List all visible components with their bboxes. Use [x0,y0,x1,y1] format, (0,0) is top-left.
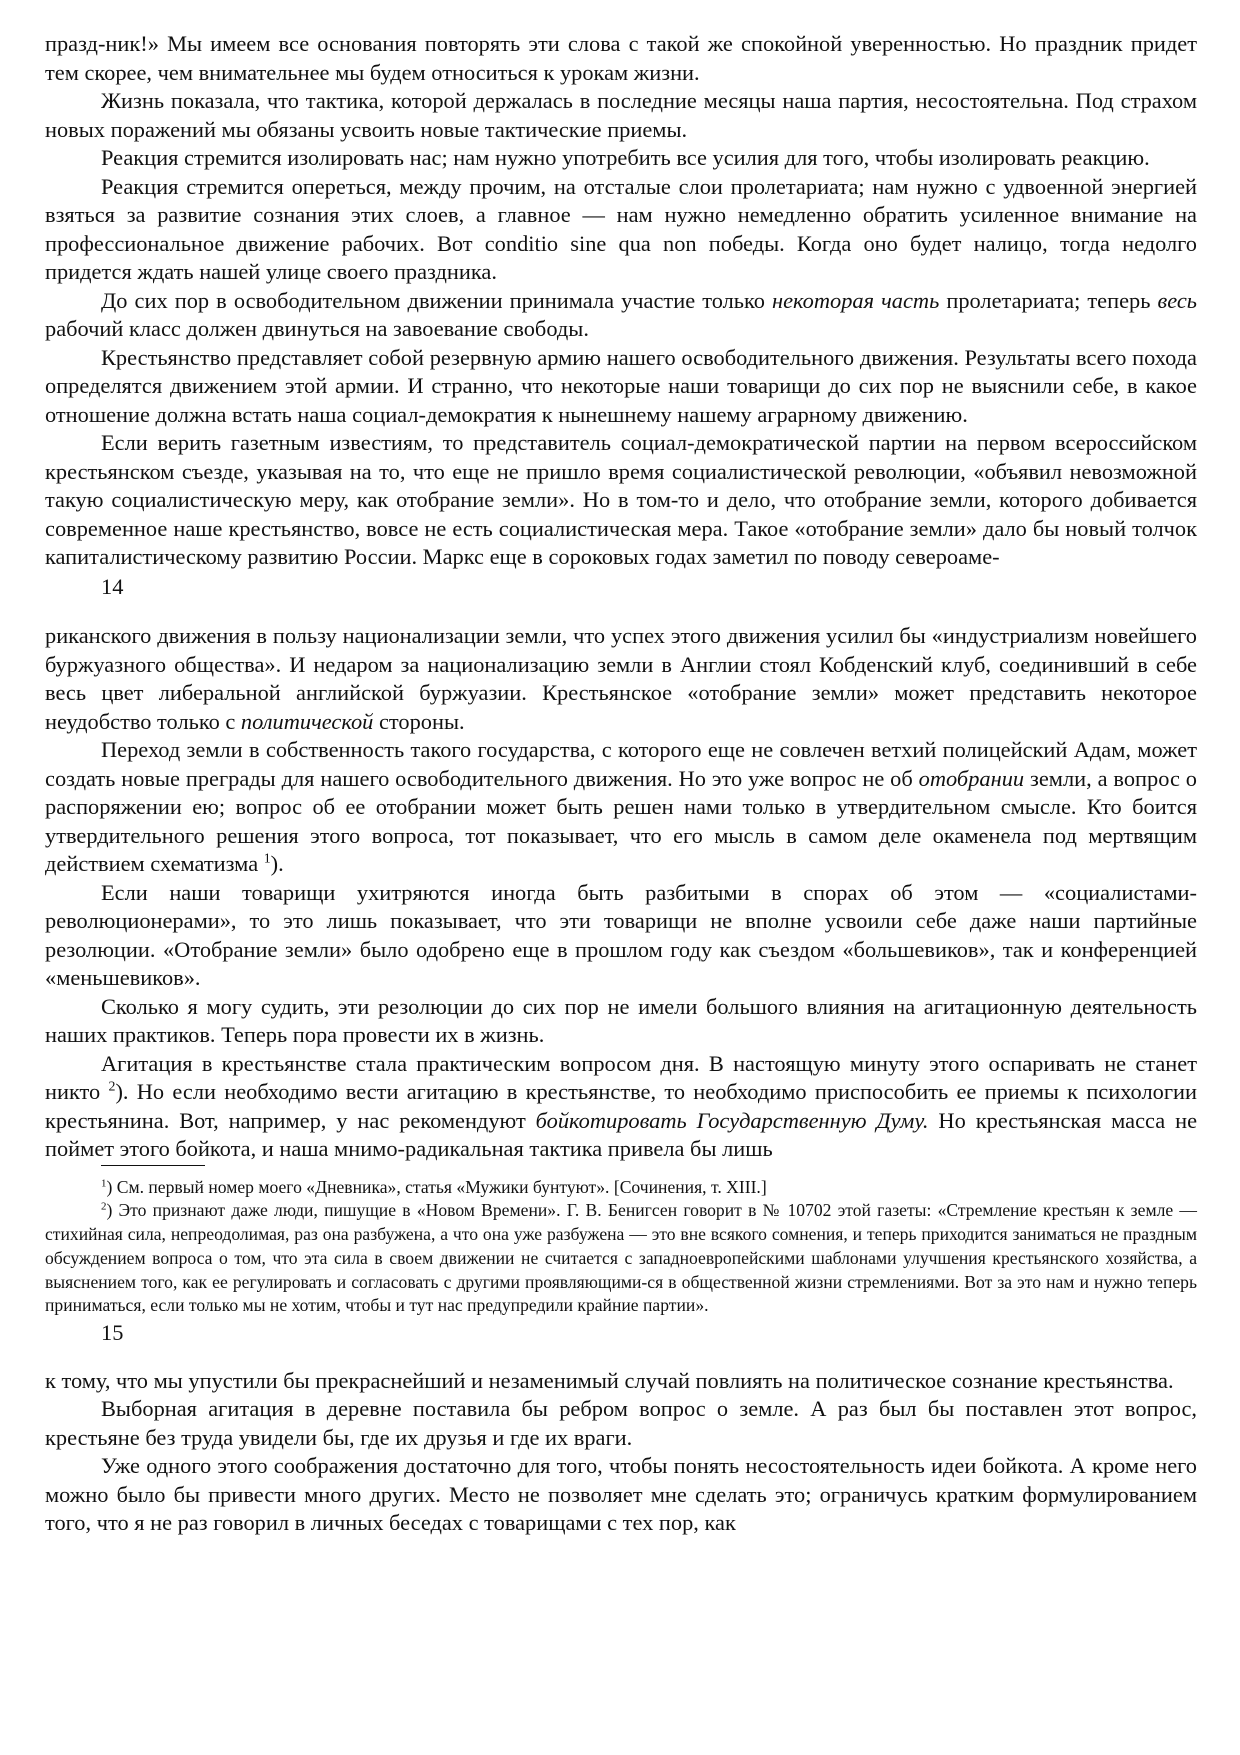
paragraph-p15-0 [45,622,1197,736]
paragraph-p14-3 [45,173,1197,287]
text-run: земли, а вопрос о распоряжении ею; вопрос об ее отобрании может быть решен нами только в утвердительном смысле. Кто боится утвердительного решения этого вопроса, тот показывает, что его мысль в самом деле окаменела под мертвящим действием схематизма [45,765,1197,876]
document-body [45,30,1197,1538]
text-run: До сих пор в освободительном движении принимала участие только [101,287,772,313]
page-16-section [45,1367,1197,1538]
text-run: ) Это признают даже люди, пишущие в «Новом Времени». Г. В. Бенигсен говорит в № 10702 этой газеты: «Стремление крестьян к земле — стихийная сила, непреодолимая, раз она разбужена, а что она уже разбужена — это вне всякого сомнения, и теперь приходится заниматься не праздным обсуждением вопроса о том, что эта сила в своем движении не считается с западноевропейскими шаблонами улучшения крестьянского хозяйства, а выяснением того, как ее регулировать и согласовать с другими проявляющими-ся в общественной жизни стремлениями. Вот за это нам и нужно теперь приниматься, если только мы не хотим, чтобы и тут нас предупредили крайние партии». [45,1200,1197,1316]
text-run: празд-ник!» Мы имеем все основания повторять эти слова с такой же спокойной уверенностью. Но праздник придет тем скорее, чем внимательнее мы будем относиться к урокам жизни. [45,31,1197,85]
paragraph-p14-5 [45,344,1197,430]
paragraph-p16-2 [45,1452,1197,1538]
text-run: риканского движения в пользу национализации земли, что успех этого движения усилил бы «индустриализм новейшего буржуазного общества». И недаром за национализацию земли в Англии стоял Кобденский клуб, соединивший в себе весь цвет либеральной английской буржуазии. Крестьянское «отобрание земли» может представить некоторое неудобство только с [45,623,1197,734]
paragraph-p15-3 [45,993,1197,1050]
text-run: Сколько я могу судить, эти резолюции до сих пор не имели большого влияния на агитационную деятельность наших практиков. Теперь пора провести их в жизнь. [45,993,1197,1047]
paragraph-p14-4 [45,287,1197,344]
text-run: Жизнь показала, что тактика, которой держалась в последние месяцы наша партия, несостоятельна. Под страхом новых поражений мы обязаны усвоить новые тактические приемы. [45,88,1197,142]
footnote-0 [45,1176,1197,1200]
text-run: пролетариата; теперь [939,287,1158,313]
page-14-section [45,30,1197,572]
footnote-marker: 1 [101,1176,107,1189]
text-run: Уже одного этого соображения достаточно для того, чтобы понять несостоятельность идеи бойкота. А кроме него можно было бы привести много других. Место не позволяет мне сделать это; ограничусь кратким формулированием того, что я не раз говорил в личных беседах с товарищами с тех пор, как [45,1453,1197,1536]
footnote-marker: 1 [263,851,271,867]
text-run: Если наши товарищи ухитряются иногда быть разбитыми в спорах об этом — «социалистами-революционерами», то это лишь показывает, что эти товарищи не вполне усвоили себе даже наши партийные резолюции. «Отобрание земли» было одобрено еще в прошлом году как съездом «большевиков», так и конференцией «меньшевиков». [45,879,1197,990]
emphasis-text: отобрании [918,765,1025,791]
footnote-marker: 2 [101,1200,107,1213]
text-run: Но крестьянская масса не поймет этого бойкота, и наша мнимо-радикальная тактика привела бы лишь [45,1107,1198,1161]
footnote-1 [45,1199,1197,1318]
text-run: Выборная агитация в деревне поставила бы ребром вопрос о земле. А раз был бы поставлен этот вопрос, крестьяне без труда увидели бы, где их друзья и где их враги. [45,1396,1197,1450]
paragraph-p14-1 [45,87,1197,144]
text-run: Крестьянство представляет собой резервную армию нашего освободительного движения. Результаты всего похода определятся движением этой армии. И странно, что некоторые наши товарищи до сих пор не выяснили себе, в какое отношение должна встать наша социал-демократия к нынешнему нашему аграрному движению. [45,344,1197,427]
text-run: Реакция стремится опереться, между прочим, на отсталые слои пролетариата; нам нужно с удвоенной энергией взяться за развитие сознания этих слоев, а главное — нам нужно немедленно обратить усиленное внимание на профессиональное движение рабочих. Вот conditio sine qua non победы. Когда оно будет налицо, тогда недолго придется ждать нашей улице своего праздника. [45,173,1197,284]
text-run: рабочий класс должен двинуться на завоевание свободы. [45,316,589,341]
paragraph-p15-2 [45,879,1197,993]
paragraph-p16-1 [45,1395,1197,1452]
text-run: ). [270,851,284,876]
text-run: Переход земли в собственность такого государства, с которого еще не совлечен ветхий полицейский Адам, может создать новые преграды для нашего освободительного движения. Но это уже вопрос не об [45,737,1197,791]
page-number-15: 15 [101,1320,124,1346]
text-run: Агитация в крестьянстве стала практическим вопросом дня. В настоящую минуту этого оспаривать не станет никто [45,1050,1197,1104]
emphasis-text: политической [240,708,374,734]
paragraph-p14-0 [45,30,1197,87]
text-run: к тому, что мы упустили бы прекраснейший и незаменимый случай повлиять на политическое сознание крестьянства. [45,1367,1174,1393]
emphasis-text: бойкотировать Государственную Думу. [535,1107,929,1133]
page-15-section [45,622,1197,1164]
footnotes [45,1176,1197,1319]
paragraph-p14-2 [45,144,1197,173]
text-run: Реакция стремится изолировать нас; нам нужно употребить все усилия для того, чтобы изолировать реакцию. [101,145,1150,170]
paragraph-p15-4 [45,1050,1197,1164]
footnote-separator [101,1165,205,1166]
text-run: стороны. [373,708,465,734]
text-run: ). Но если необходимо вести агитацию в крестьянстве, то необходимо приспособить ее приемы к психологии крестьянина. Вот, например, у нас рекомендуют [45,1079,1197,1133]
paragraph-p14-6 [45,429,1197,572]
paragraph-p16-0 [45,1367,1197,1396]
text-run: Если верить газетным известиям, то представитель социал-демократической партии на первом всероссийском крестьянском съезде, указывая на то, что еще не пришло время социалистической революции, «объявил невозможной такую социалистическую меру, как отобрание земли». Но в том-то и дело, что отобрание земли, которого добивается современное наше крестьянство, вовсе не есть социалистическая мера. Такое «отобрание земли» дало бы новый толчок капиталистическому развитию России. Маркс еще в сороковых годах заметил по поводу североаме- [45,430,1197,569]
footnote-marker: 2 [108,1079,116,1095]
text-run: ) См. первый номер моего «Дневника», статья «Мужики бунтуют». [Сочинения, т. XIII.] [106,1176,767,1197]
paragraph-p15-1 [45,736,1197,879]
page-number-14: 14 [101,573,124,599]
emphasis-text: весь [1157,287,1197,313]
emphasis-text: некоторая часть [772,287,940,313]
